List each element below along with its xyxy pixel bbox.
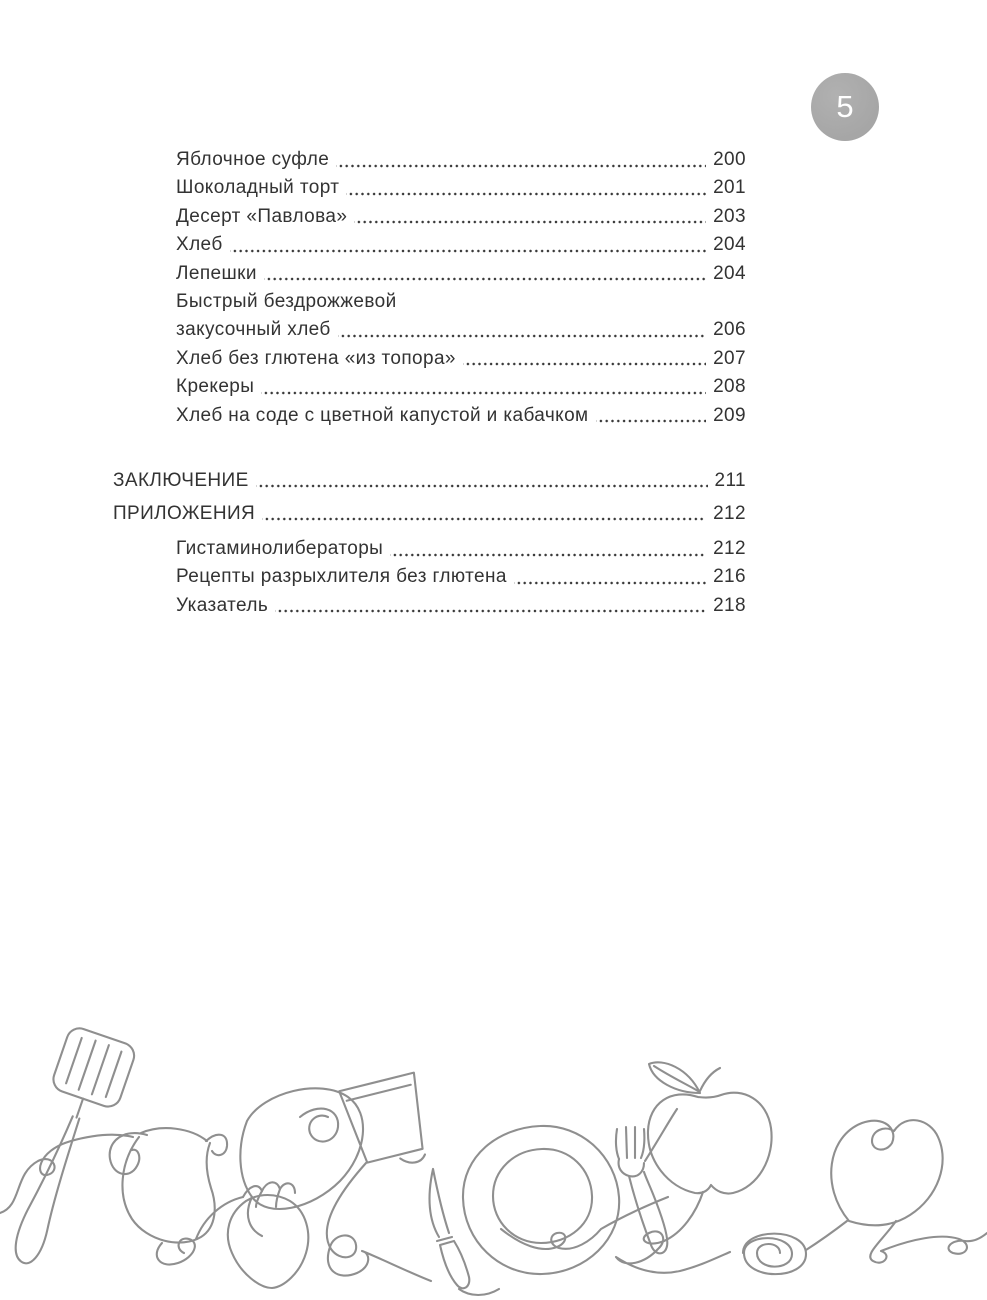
toc-leader-dots <box>336 146 706 174</box>
toc-entry-page: 204 <box>713 234 746 256</box>
toc-leader-dots <box>256 464 708 497</box>
toc-entry-page: 218 <box>713 594 746 616</box>
toc-entry-page: 212 <box>713 502 746 524</box>
toc-entry-label: Указатель <box>176 594 269 616</box>
toc-entry-page: 208 <box>713 376 746 398</box>
toc-entry-page: 207 <box>713 347 746 369</box>
toc-leader-dots <box>596 402 707 430</box>
toc-entry-label: Шоколадный торт <box>176 177 340 199</box>
toc-leader-dots <box>390 535 706 563</box>
toc-leader-dots <box>275 592 706 620</box>
toc-entry-label: Крекеры <box>176 376 255 398</box>
toc-entry <box>113 563 746 591</box>
toc-leader-dots <box>346 174 706 202</box>
toc-entry <box>113 373 746 401</box>
toc-leader-dots <box>230 231 706 259</box>
toc-entry-page: 206 <box>713 319 746 341</box>
toc-entry-label: Рецепты разрыхлителя без глютена <box>176 566 507 588</box>
toc-entry-label: Яблочное суфле <box>176 149 330 170</box>
toc-entry <box>113 402 746 430</box>
toc-leader-dots <box>514 563 706 591</box>
spiral-icon <box>616 1221 847 1274</box>
toc-entry-page: 200 <box>713 149 746 170</box>
apple-icon <box>648 1062 772 1241</box>
page-number: 5 <box>836 89 854 124</box>
toc-leader-dots <box>338 316 706 344</box>
toc-entry <box>113 203 746 231</box>
heart-icon <box>831 1120 987 1263</box>
toc-list <box>113 146 746 620</box>
plate-icon <box>463 1126 668 1274</box>
toc-entry-page: 203 <box>713 205 746 227</box>
squiggle-line <box>0 1135 133 1213</box>
toc-leader-dots <box>262 497 706 530</box>
toc-entry-label: Десерт «Павлова» <box>176 205 348 227</box>
toc-entry-label: ЗАКЛЮЧЕНИЕ <box>113 469 249 491</box>
toc-entry <box>113 497 746 530</box>
toc-entry-label: Лепешки <box>176 262 257 284</box>
spatula-icon <box>0 1025 138 1275</box>
toc-entry <box>113 260 746 288</box>
toc-leader-dots <box>463 345 706 373</box>
toc-entry <box>113 535 746 563</box>
toc-entry-page: 211 <box>714 469 746 491</box>
toc-entry-label: Гистаминолибераторы <box>176 537 384 559</box>
toc-leader-dots <box>261 373 706 401</box>
toc-entry-label: Быстрый бездрожжевой <box>176 290 397 312</box>
toc-entry-label: Хлеб <box>176 234 223 256</box>
toc-entry-label: Хлеб без глютена «из топора» <box>176 347 456 369</box>
toc-entry <box>113 316 746 344</box>
toc-entry-page: 201 <box>713 177 746 199</box>
teapot-icon <box>110 1128 227 1264</box>
toc-entry <box>113 174 746 202</box>
toc-entry <box>113 231 746 259</box>
toc-entry <box>113 146 746 174</box>
toc-entry-page: 209 <box>713 404 746 426</box>
page-number-badge <box>811 73 879 141</box>
toc-entry-page: 216 <box>713 566 746 588</box>
squiggle-line <box>327 1163 431 1281</box>
toc-entry-label: закусочный хлеб <box>176 319 331 341</box>
toc-entry-page: 212 <box>713 537 746 559</box>
toc-leader-dots <box>264 260 706 288</box>
toc-entry-page: 204 <box>713 262 746 284</box>
toc-leader-dots <box>354 203 706 231</box>
toc-entry <box>113 464 746 497</box>
toc-entry <box>113 288 746 316</box>
toc-entry <box>113 592 746 620</box>
mug-icon <box>339 1073 435 1176</box>
toc-entry <box>113 345 746 373</box>
kitchen-line-art <box>0 1000 987 1300</box>
toc-entry-label: ПРИЛОЖЕНИЯ <box>113 502 256 524</box>
fork-icon <box>616 1109 677 1253</box>
toc-entry-label: Хлеб на соде с цветной капустой и кабачком <box>176 404 589 426</box>
